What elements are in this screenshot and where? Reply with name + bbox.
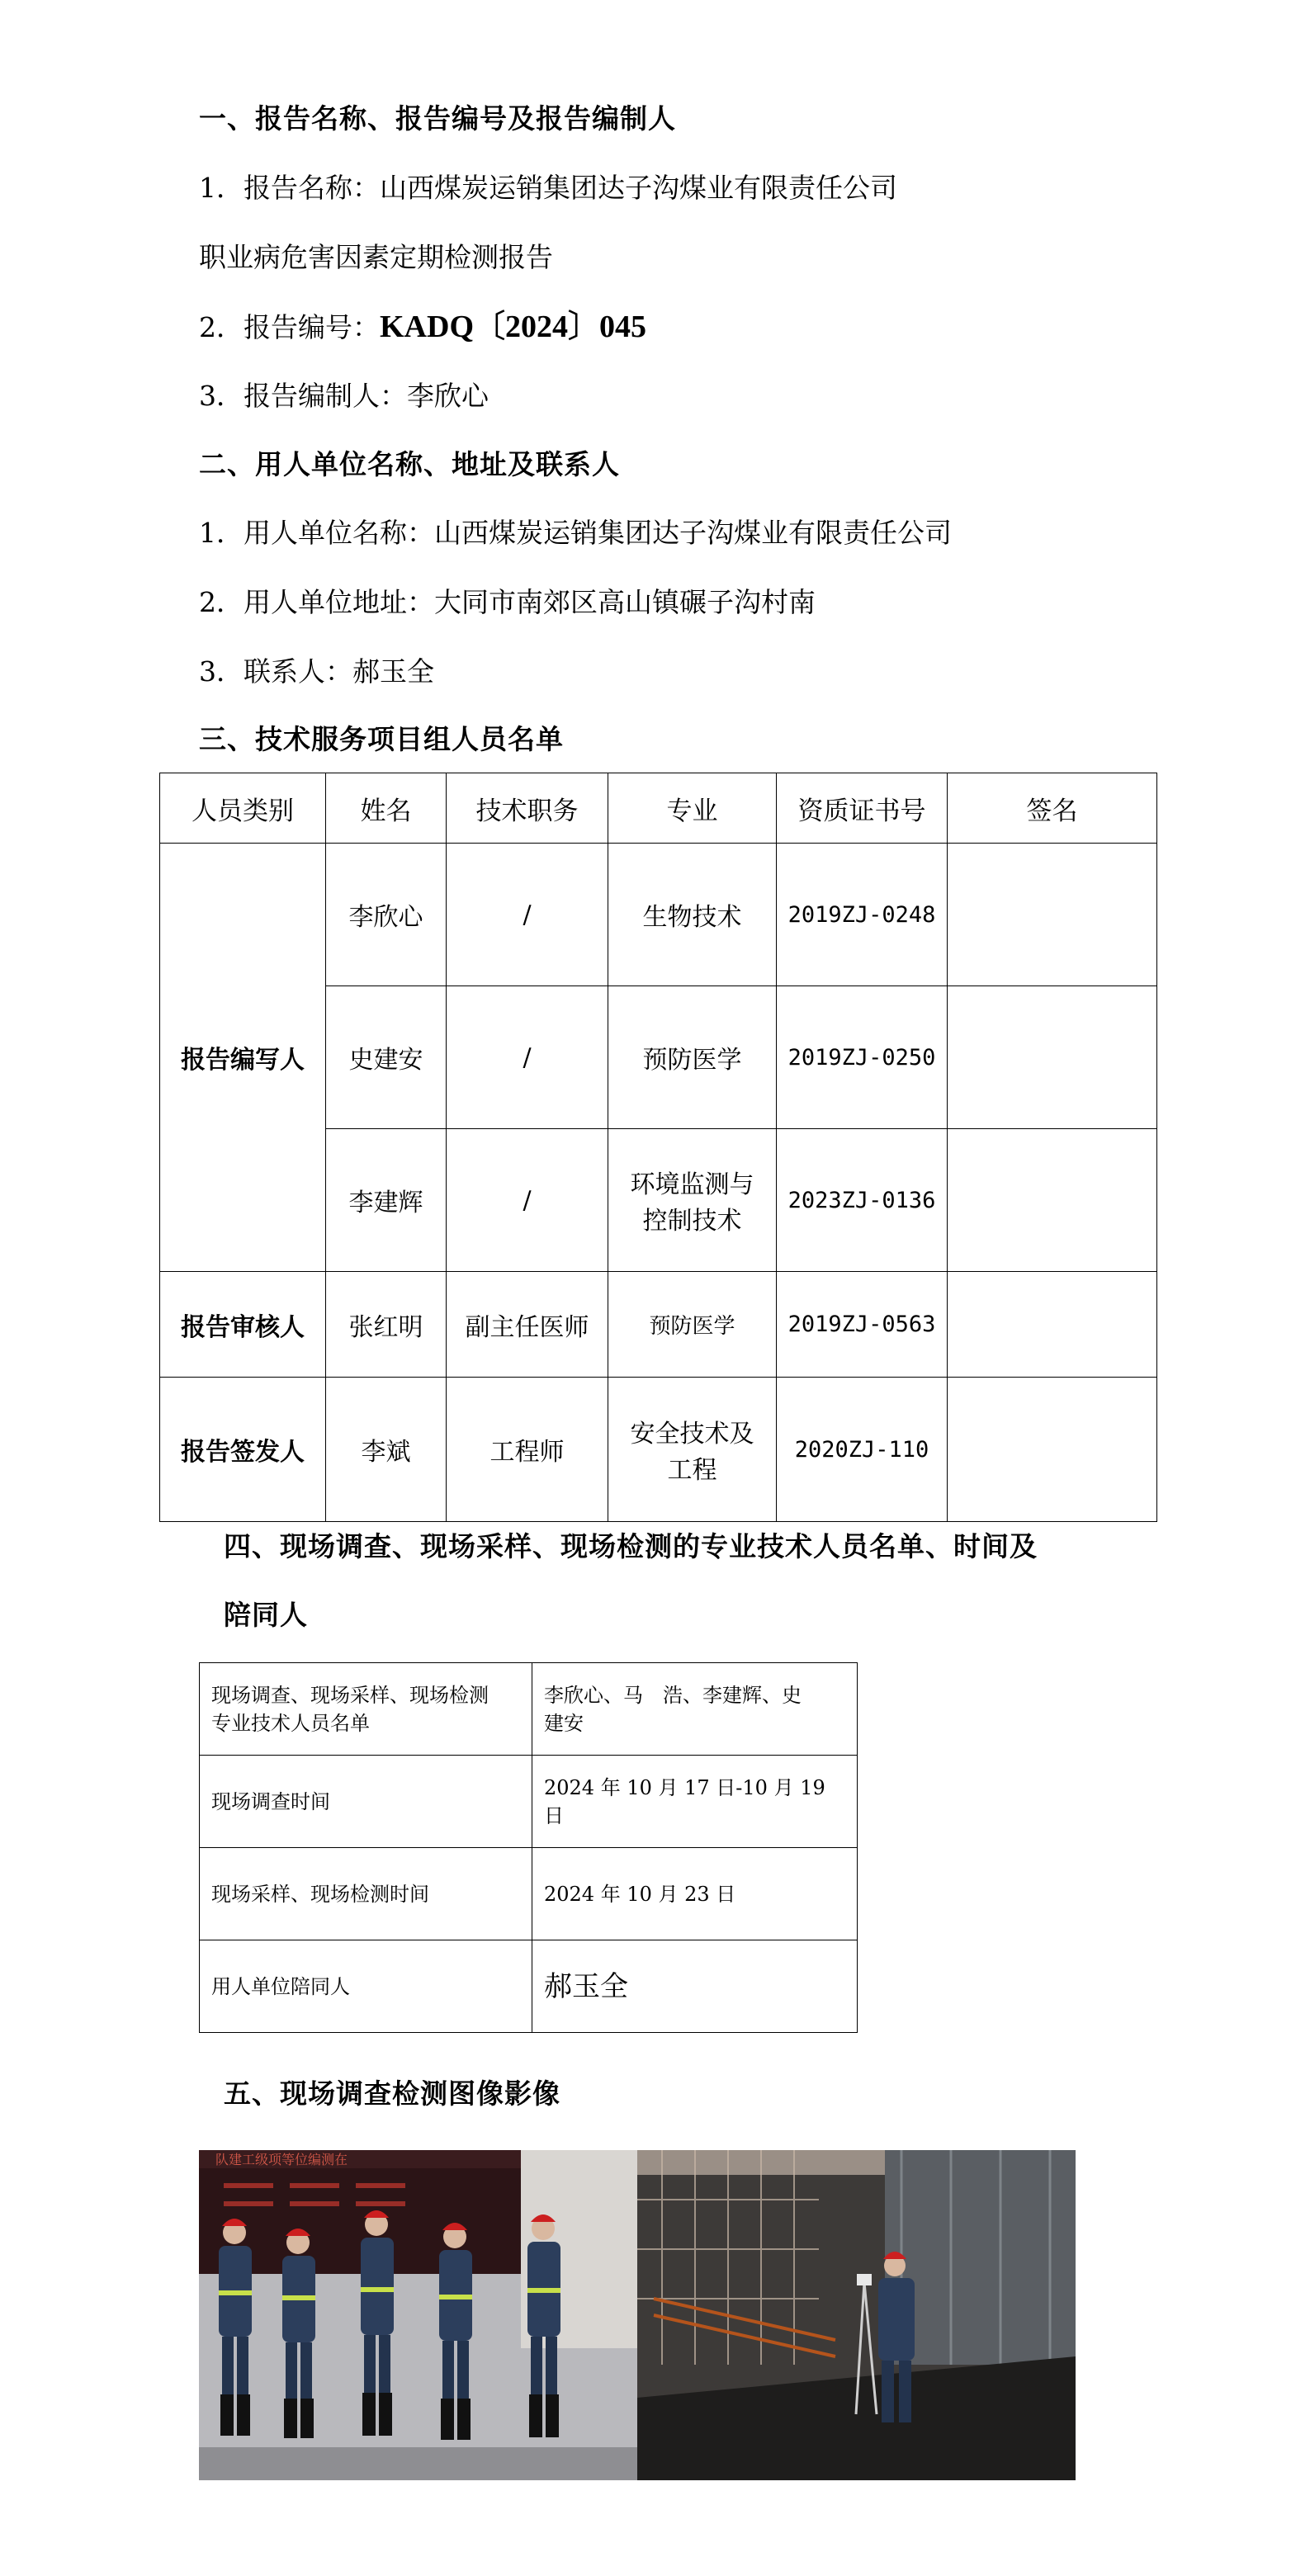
table-row [200,1663,858,1756]
report-author: 3．报告编制人：李欣心 [199,380,489,412]
header-name: 姓名 [326,773,447,844]
writer-major: 预防医学 [608,986,777,1129]
survey-staff-label-line2: 专业技术人员名单 [211,1711,370,1735]
survey-staff-value [532,1663,858,1756]
writer-name: 史建安 [326,986,447,1129]
report-name-label: 1．报告名称： [199,172,380,204]
team-table [159,773,1157,1522]
issuer-title: 工程师 [447,1378,608,1522]
writer-major-line1: 环境监测与 [630,1170,754,1199]
signature-cell [948,1378,1157,1522]
issuer-name: 李斌 [326,1378,447,1522]
writer-title: / [447,986,608,1129]
signature-cell [948,1129,1157,1272]
table-row [200,1756,858,1848]
reviewer-major: 预防医学 [608,1272,777,1378]
report-name-continuation: 职业病危害因素定期检测报告 [199,241,553,273]
contact-person: 3．联系人：郝玉全 [199,655,434,688]
writer-name: 李建辉 [326,1129,447,1272]
writer-major [608,1129,777,1272]
employer-address: 2．用人单位地址：大同市南郊区高山镇碾子沟村南 [199,586,816,618]
survey-staff-label-line1: 现场调查、现场采样、现场检测 [211,1683,489,1707]
signature-cell [948,986,1157,1129]
sampling-photo [637,2150,1076,2480]
section-1-title: 一、报告名称、报告编号及报告编制人 [199,102,676,135]
survey-staff-value-line2: 建安 [544,1711,584,1735]
header-title: 技术职务 [447,773,608,844]
signature-cell [948,844,1157,986]
writer-cert: 2019ZJ-0248 [777,844,948,986]
reviewer-title: 副主任医师 [447,1272,608,1378]
table-row [160,1272,1157,1378]
reviewer-cert: 2019ZJ-0563 [777,1272,948,1378]
header-cert: 资质证书号 [777,773,948,844]
writer-cert: 2023ZJ-0136 [777,1129,948,1272]
table-row [160,1378,1157,1522]
accompany-label: 用人单位陪同人 [200,1940,532,2033]
issuer-role-cell: 报告签发人 [160,1378,326,1522]
section-2-title: 二、用人单位名称、地址及联系人 [199,448,620,480]
sampling-time-value: 2024 年 10 月 23 日 [532,1848,858,1940]
writer-name: 李欣心 [326,844,447,986]
team-photo [199,2150,637,2480]
report-number-value: KADQ〔2024〕045 [380,310,647,344]
reviewer-name: 张红明 [326,1272,447,1378]
writer-title: / [447,1129,608,1272]
section-4-title-continuation: 陪同人 [224,1599,308,1631]
signature-cell [948,1272,1157,1378]
survey-staff-value-line1: 李欣心、马 浩、李建辉、史 [544,1683,802,1707]
section-4-title: 四、现场调查、现场采样、现场检测的专业技术人员名单、时间及 [224,1530,1038,1562]
report-number-line [199,309,646,346]
header-category: 人员类别 [160,773,326,844]
writer-major: 生物技术 [608,844,777,986]
report-name-value: 山西煤炭运销集团达子沟煤业有限责任公司 [380,172,897,204]
accompany-value: 郝玉全 [532,1940,858,2033]
header-major: 专业 [608,773,777,844]
survey-time-label: 现场调查时间 [200,1756,532,1848]
issuer-major-line2: 工程 [667,1456,717,1485]
photo-banner-text: 队建工级项等位编测在 [215,2152,348,2167]
employer-name: 1．用人单位名称：山西煤炭运销集团达子沟煤业有限责任公司 [199,517,952,549]
writer-role-cell: 报告编写人 [160,844,326,1272]
issuer-cert: 2020ZJ-110 [777,1378,948,1522]
survey-time-value: 2024 年 10 月 17 日-10 月 19 日 [532,1756,858,1848]
issuer-major-line1: 安全技术及 [630,1420,754,1449]
sampling-time-label: 现场采样、现场检测时间 [200,1848,532,1940]
table-row [200,1940,858,2033]
writer-major-line2: 控制技术 [642,1207,742,1236]
table-row [160,844,1157,986]
table-row [200,1848,858,1940]
section-3-title: 三、技术服务项目组人员名单 [199,723,564,755]
report-name-line [199,170,897,206]
survey-staff-label [200,1663,532,1756]
survey-table [199,1662,858,2033]
header-signature: 签名 [948,773,1157,844]
section-5-title: 五、现场调查检测图像影像 [224,2077,560,2110]
issuer-major [608,1378,777,1522]
writer-cert: 2019ZJ-0250 [777,986,948,1129]
reviewer-role-cell: 报告审核人 [160,1272,326,1378]
table-header-row [160,773,1157,844]
report-number-label: 2．报告编号： [199,311,380,343]
writer-title: / [447,844,608,986]
